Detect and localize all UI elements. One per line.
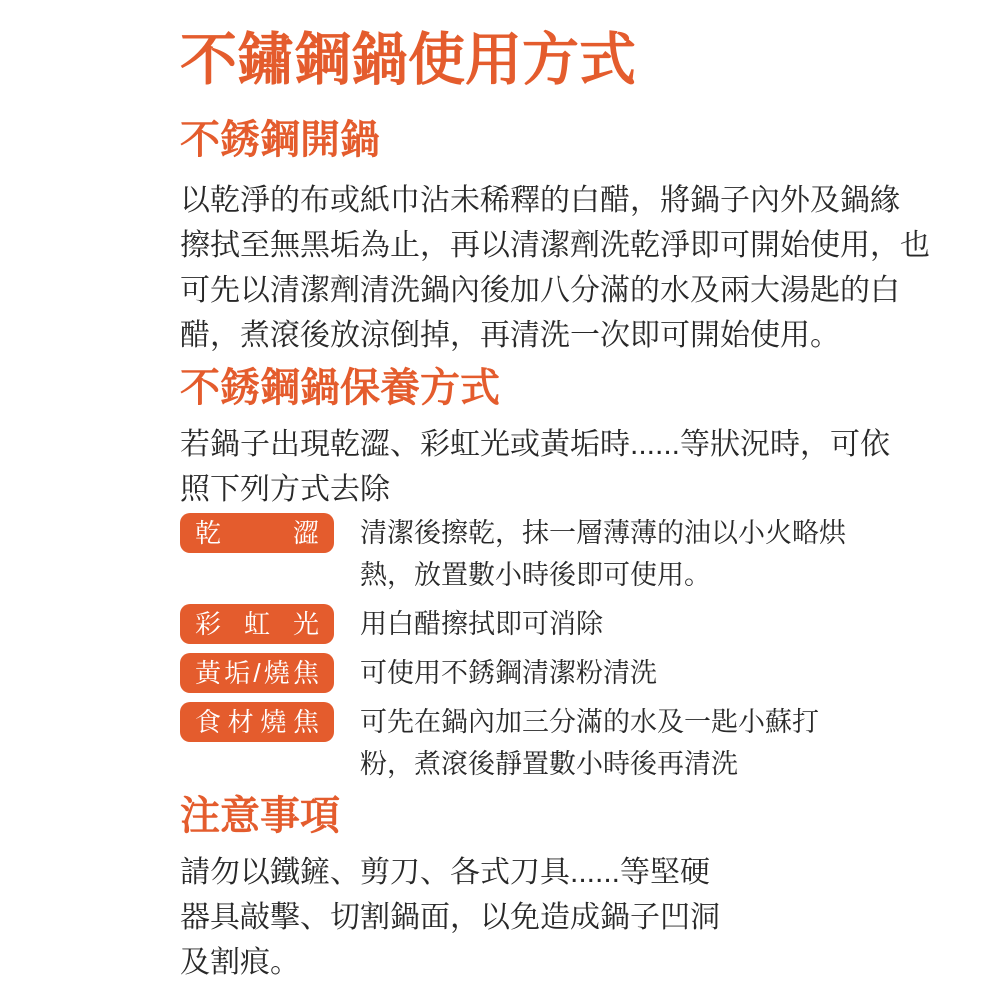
care-item-badge-burnt-food: 食材燒焦 bbox=[180, 702, 334, 742]
description-line: 用白醋擦拭即可消除 bbox=[360, 609, 603, 639]
care-item-row-dry bbox=[180, 512, 846, 596]
description-line: 可先在鍋內加三分滿的水及一匙小蘇打 bbox=[360, 707, 819, 737]
care-item-description bbox=[360, 652, 657, 694]
page-title: 不鏽鋼鍋使用方式 bbox=[180, 28, 636, 92]
description-line: 粉，煮滾後靜置數小時後再清洗 bbox=[360, 749, 738, 779]
paragraph-line: 以乾淨的布或紙巾沾未稀釋的白醋，將鍋子內外及鍋緣 bbox=[180, 184, 900, 217]
paragraph-line: 及割痕。 bbox=[180, 946, 300, 979]
section-care bbox=[180, 364, 891, 785]
opening-section-heading: 不銹鋼開鍋 bbox=[180, 118, 380, 162]
paragraph-line: 請勿以鐵鏟、剪刀、各式刀具......等堅硬 bbox=[180, 856, 711, 889]
section-notes bbox=[180, 792, 836, 985]
notes-paragraph bbox=[180, 850, 836, 985]
description-line: 熱，放置數小時後即可使用。 bbox=[360, 560, 711, 590]
paragraph-line: 醋，煮滾後放涼倒掉，再清洗一次即可開始使用。 bbox=[180, 319, 840, 352]
paragraph-line: 照下列方式去除 bbox=[180, 473, 390, 506]
care-item-badge-stain: 黃垢/燒焦 bbox=[180, 653, 334, 693]
care-item-badge-dry: 乾澀 bbox=[180, 513, 334, 553]
paragraph-line: 若鍋子出現乾澀、彩虹光或黃垢時......等狀況時，可依 bbox=[180, 428, 891, 461]
paragraph-line: 可先以清潔劑清洗鍋內後加八分滿的水及兩大湯匙的白 bbox=[180, 274, 900, 307]
notes-section-heading: 注意事項 bbox=[180, 794, 340, 838]
paragraph-line: 擦拭至無黑垢為止，再以清潔劑洗乾淨即可開始使用，也 bbox=[180, 229, 930, 262]
description-line: 可使用不銹鋼清潔粉清洗 bbox=[360, 658, 657, 688]
care-item-row-rainbow bbox=[180, 603, 836, 645]
care-item-list bbox=[180, 512, 846, 785]
care-intro-paragraph bbox=[180, 422, 891, 512]
content-column bbox=[180, 28, 930, 985]
section-opening bbox=[180, 116, 930, 358]
care-item-description bbox=[360, 512, 846, 596]
care-section-heading: 不銹鋼鍋保養方式 bbox=[180, 366, 500, 410]
care-item-description bbox=[360, 701, 819, 785]
care-item-description bbox=[360, 603, 603, 645]
care-item-row-burnt-food bbox=[180, 701, 836, 785]
description-line: 清潔後擦乾，抹一層薄薄的油以小火略烘 bbox=[360, 518, 846, 548]
care-item-badge-rainbow: 彩虹光 bbox=[180, 604, 334, 644]
paragraph-line: 器具敲擊、切割鍋面，以免造成鍋子凹洞 bbox=[180, 901, 720, 934]
care-item-row-stain bbox=[180, 652, 836, 694]
opening-paragraph bbox=[180, 178, 930, 358]
